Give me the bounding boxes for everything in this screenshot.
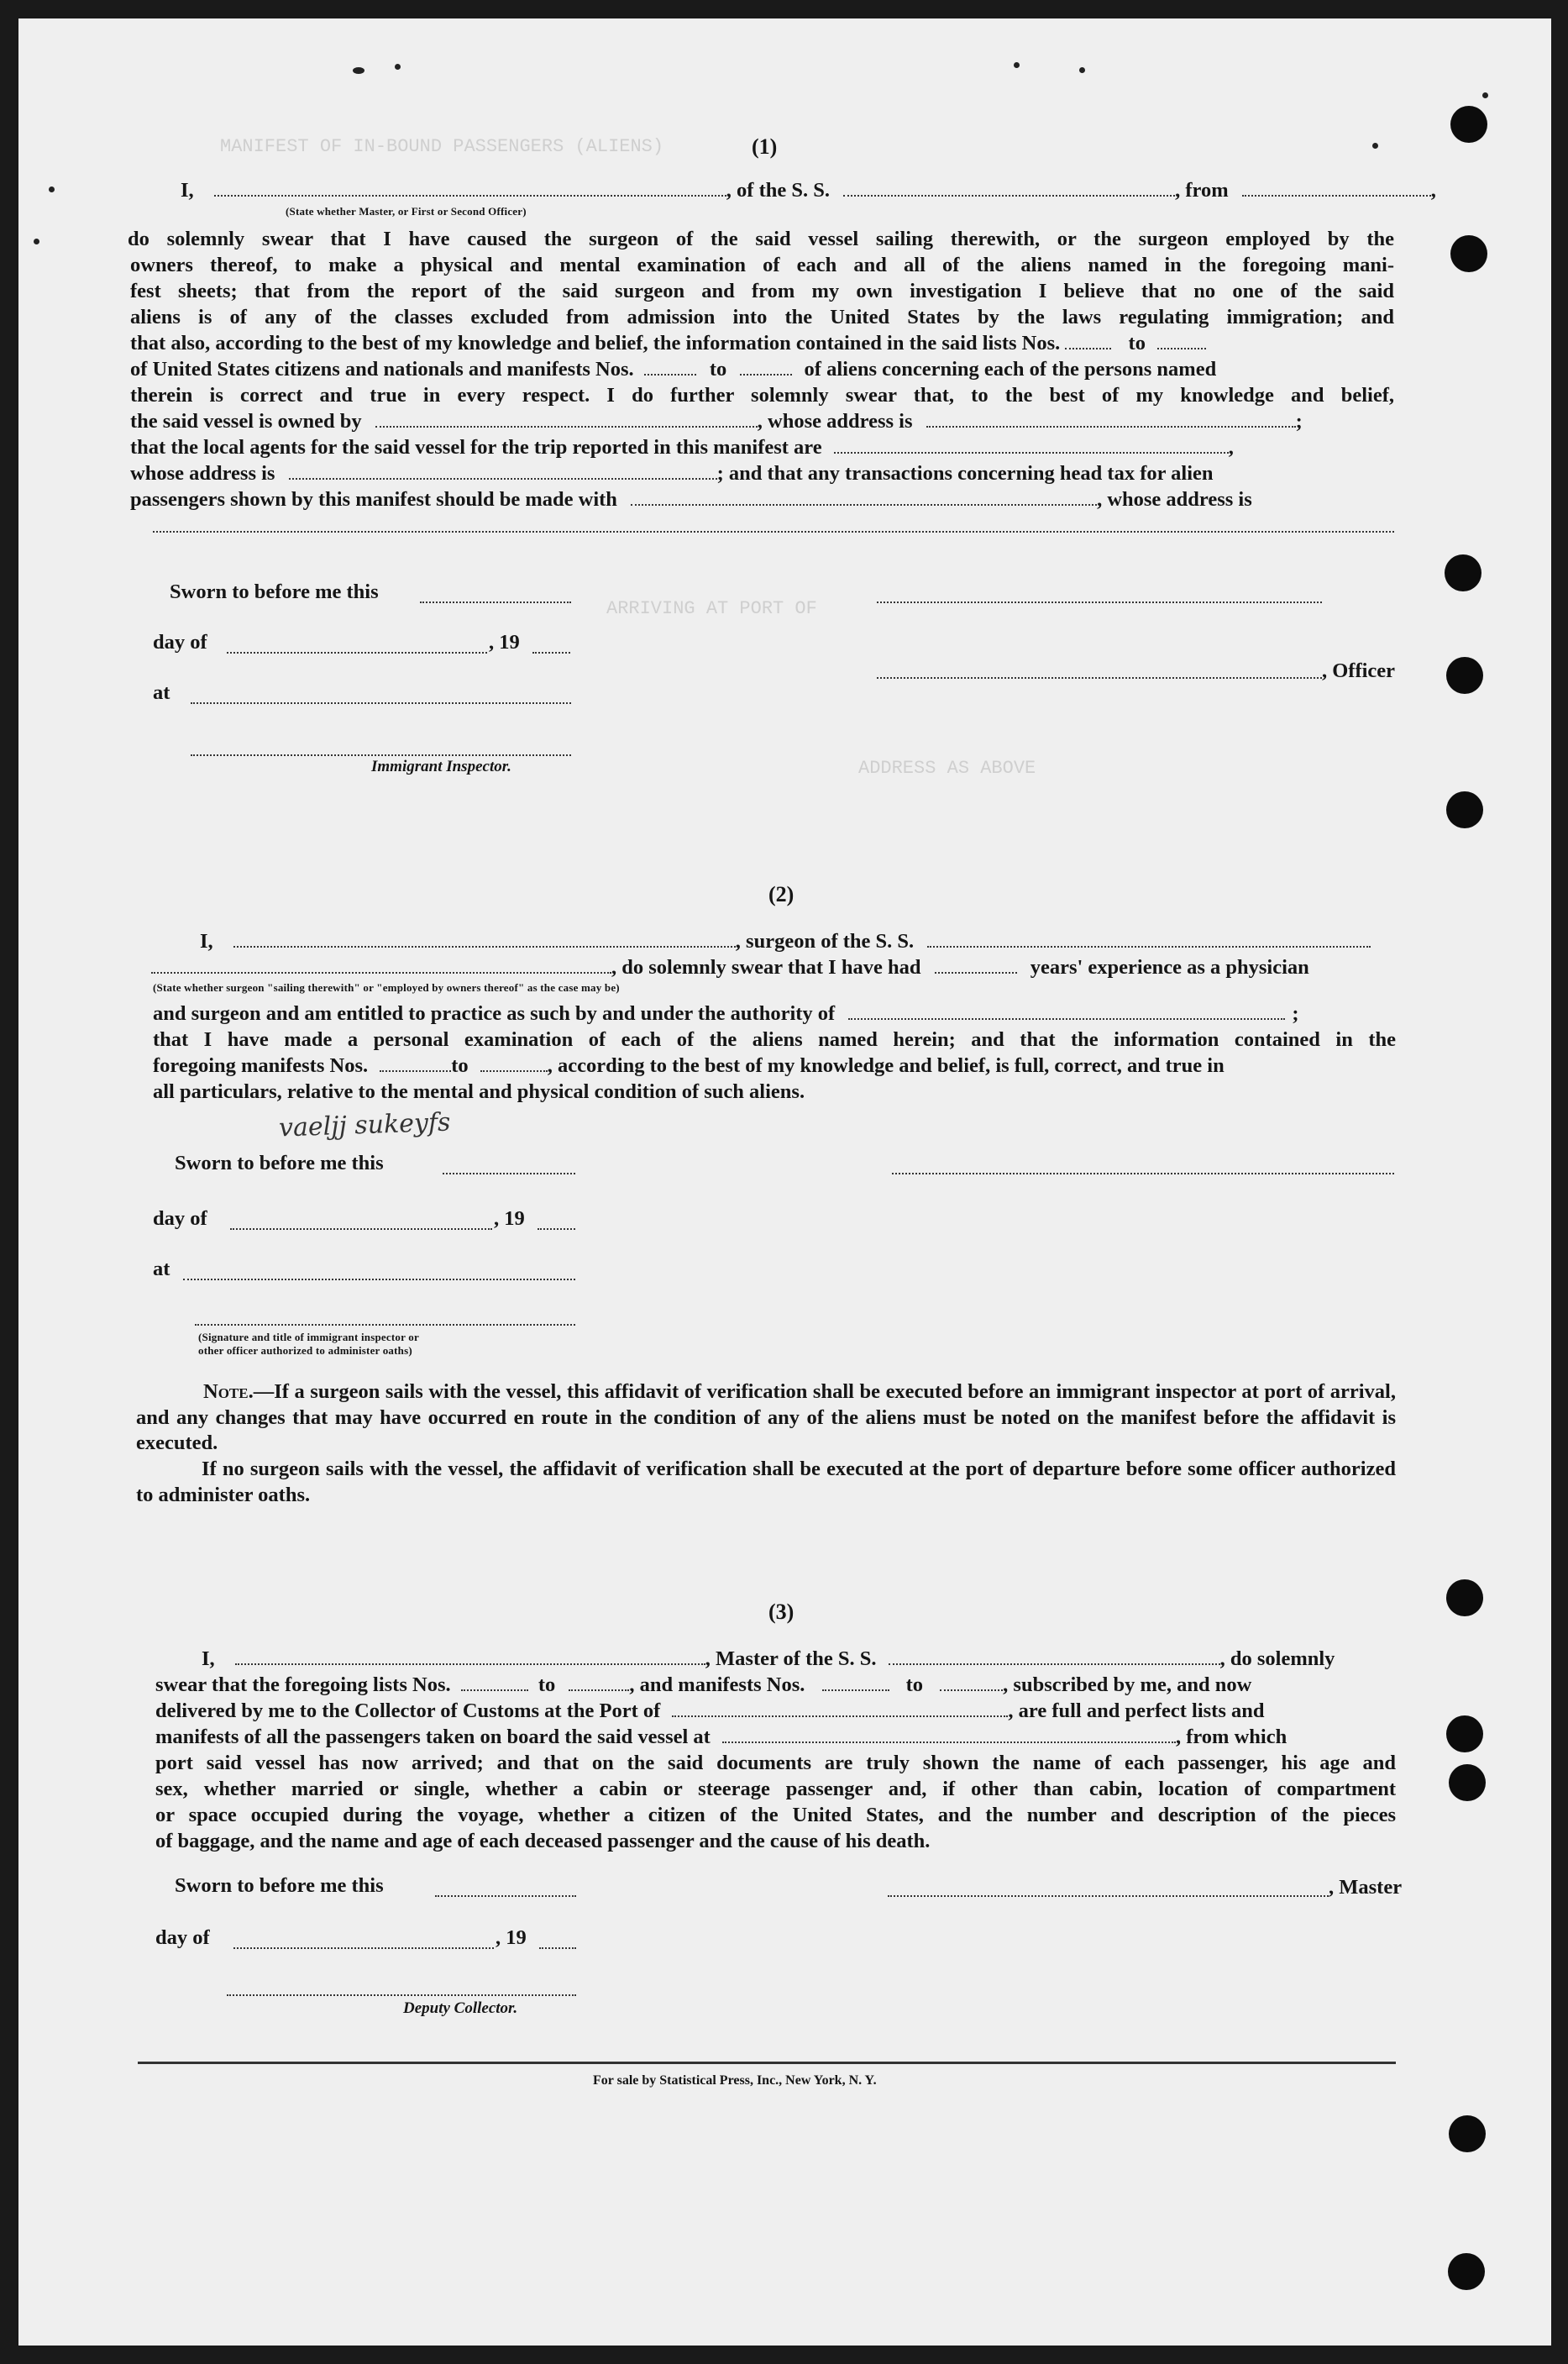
master-name-field[interactable] [235,1648,705,1665]
surgeon-name-field[interactable] [233,931,736,948]
s3-line-5: sex, whether married or single, whether a cabin or steerage passenger and, if other than cabin, location of compartment [155,1778,1396,1800]
boarding-port-field[interactable] [722,1726,1176,1743]
sig-caption-2: other officer authorized to administer oaths) [198,1344,412,1357]
handwritten-signature: vaeljj sukeyfs [278,1107,451,1143]
punch-hole-icon [1450,106,1487,143]
authority-label: and surgeon and am entitled to practice as such by and under the authority of [153,1002,836,1025]
years-experience-field[interactable] [935,957,1017,974]
sig-caption-1: (Signature and title of immigrant inspector or [198,1331,419,1343]
s3-manifests-from-field[interactable] [822,1674,889,1691]
footer-rule [138,2062,1396,2064]
local-agents-label: that the local agents for the said vessel for the trip reported in this manifest are [130,436,822,459]
agent-address-label: whose address is [130,462,275,485]
from-port-field[interactable] [1242,180,1431,197]
s1-line-4: aliens is of any of the classes excluded from admission into the United States by the laws regulating immigration; and [130,306,1394,328]
s1-line-6-text: of United States citizens and nationals and manifests Nos. [130,358,634,381]
agent-address-field[interactable] [289,463,717,480]
section-1-number: (1) [752,134,778,159]
s2-year-field[interactable] [538,1228,575,1230]
s2-month-field[interactable] [230,1228,492,1230]
to-label: to [451,1054,469,1077]
of-ss-label: , of the S. S. [726,179,830,202]
punch-hole-icon [1448,2253,1485,2290]
taken-on-board-label: manifests of all the passengers taken on board the said vessel at [155,1726,711,1748]
officer-signature-field[interactable] [877,677,1322,679]
s2-inspector-signature-field[interactable] [195,1324,575,1326]
owned-by-label: the said vessel is owned by [130,410,362,433]
from-label: , from [1175,179,1229,202]
punch-hole-icon [1445,554,1481,591]
s2-ship-name-field[interactable] [927,931,1371,948]
s1-sworn-day-field[interactable] [420,602,571,603]
lists-to-field[interactable] [1157,333,1206,349]
s3-manifests-to-field[interactable] [940,1674,1003,1691]
lists-from-field[interactable] [1065,333,1111,349]
s2-sworn-day-field[interactable] [443,1173,575,1174]
s1-line-7: therein is correct and true in every respect. I do further solemnly swear that, to the best of my knowledge and belief, [130,384,1394,407]
s1-line-8 [130,409,1303,434]
to-label: to [709,358,727,381]
s3-first-line [202,1647,1335,1672]
manifests-nos-label: foregoing manifests Nos. [153,1054,369,1077]
s1-sworn-label: Sworn to before me this [170,580,379,603]
speck-mark [395,64,401,70]
deputy-collector-caption: Deputy Collector. [403,1999,518,2017]
inspector-signature-field[interactable] [191,754,571,756]
surgeon-capacity-field[interactable] [151,957,611,974]
section-1-first-line: I, , of the S. S. , from , [181,179,1436,202]
s3-line-6: or space occupied during the voyage, whether a citizen of the United States, and the number and description of the pieces [155,1804,1396,1826]
immigrant-inspector-caption: Immigrant Inspector. [371,758,511,775]
s1-right-field-1[interactable] [877,602,1322,603]
s3-year-field[interactable] [539,1947,576,1949]
s1-line-2: owners thereof, to make a physical and mental examination of each and all of the aliens named in the foregoing mani- [130,254,1394,276]
bleed-through-texture: ADDRESS AS ABOVE [858,758,1036,779]
s2-second-line [151,955,1309,980]
lists-nos-label: swear that the foregoing lists Nos. [155,1673,451,1696]
s3-line-3 [155,1725,1287,1750]
s3-month-field[interactable] [233,1947,494,1949]
s2-manifests-to-field[interactable] [480,1055,548,1072]
local-agents-field[interactable] [834,437,1229,454]
s2-at-field[interactable] [183,1279,575,1280]
speck-mark [34,239,39,244]
s2-year-label: , 19 [494,1207,525,1230]
s3-day-of-label: day of [155,1926,210,1949]
speck-mark [1079,67,1085,73]
s1-line-6 [130,357,1216,382]
s1-line-3: fest sheets; that from the report of the said surgeon and from my own investigation I believe that no one of the said [130,280,1394,302]
s3-sworn-day-field[interactable] [435,1895,576,1897]
speck-mark [353,67,364,74]
owner-address-field[interactable] [926,411,1296,428]
authority-field[interactable] [848,1003,1285,1020]
years-label: years' experience as a physician [1030,956,1309,979]
belief-text: , according to the best of my knowledge and belief, is full, correct, and true in [547,1054,1225,1077]
semicolon: ; [1292,1002,1299,1025]
s1-year-label: , 19 [489,631,520,654]
state-whether-caption: (State whether Master, or First or Second Officer) [286,205,527,218]
officer-label: , Officer [1322,659,1396,682]
and-manifests-label: , and manifests Nos. [629,1673,805,1696]
subscribed-label: , subscribed by me, and now [1003,1673,1252,1696]
s2-day-of-label: day of [153,1207,207,1230]
speck-mark [1372,143,1378,149]
s1-at-label: at [153,681,170,704]
s3-line-7: of baggage, and the name and age of each deceased passenger and the cause of his death. [155,1830,931,1852]
s2-first-line [200,929,1371,954]
note-paragraph-1 [136,1379,1396,1457]
punch-hole-icon [1450,235,1487,272]
s3-sworn-label: Sworn to before me this [175,1874,384,1897]
s1-line-9 [130,435,1234,460]
port-field[interactable] [672,1700,1008,1717]
manifests-from-field[interactable] [644,359,696,376]
s1-line-11 [130,487,1252,512]
deputy-collector-signature-field[interactable] [227,1994,576,1996]
i-label: I, [200,930,213,953]
bleed-through-texture: ARRIVING AT PORT OF [606,598,817,619]
head-tax-address-field[interactable] [153,531,1394,533]
master-signature-field[interactable] [888,1895,1329,1897]
punch-hole-icon [1449,1764,1486,1801]
master-of-label: , Master of the S. S. [705,1647,877,1670]
punch-hole-icon [1446,791,1483,828]
full-perfect-label: , are full and perfect lists and [1008,1699,1265,1722]
from-which-label: , from which [1175,1726,1287,1748]
to-label: to [905,1673,924,1696]
punch-hole-icon [1446,1579,1483,1616]
owner-address-label: , whose address is [757,410,913,433]
s1-day-of-label: day of [153,631,207,654]
to-label: to [538,1673,556,1696]
master-label: , Master [1329,1876,1403,1899]
manifest-affidavit-page [18,18,1551,2346]
s3-line-4: port said vessel has now arrived; and that on the said documents are truly shown the name of each passenger, his age and [155,1752,1396,1774]
note-text-2: If no surgeon sails with the vessel, the affidavit of verification shall be executed at the port of departure before some officer authorized to administer oaths. [136,1458,1396,1506]
manifests-to-field[interactable] [740,359,792,376]
s1-line-5 [130,331,1206,356]
note-text-1: —If a surgeon sails with the vessel, this affidavit of verification shall be executed before an immigrant inspector at port of arrival, and any changes that may have occurred en route in the condition of any of the aliens must be noted on the manifest before the affidavit is executed. [136,1380,1396,1454]
head-tax-party-field[interactable] [631,489,1097,506]
surgeon-of-label: , surgeon of the S. S. [735,930,915,953]
i-label: I, [202,1647,215,1670]
comma: , [1228,436,1234,459]
punch-hole-icon [1449,2115,1486,2152]
semicolon: ; [1295,410,1303,433]
s2-sworn-label: Sworn to before me this [175,1152,384,1174]
s1-month-field[interactable] [227,652,487,654]
s2-line-2: that I have made a personal examination of each of the aliens named herein; and that the information contained in the [153,1028,1396,1051]
bleed-through-texture: MANIFEST OF IN-BOUND PASSENGERS (ALIENS) [220,136,664,157]
officer-name-field[interactable] [214,180,726,197]
s2-line-1 [153,1001,1299,1027]
punch-hole-icon [1446,1715,1483,1752]
s3-year-label: , 19 [496,1926,527,1949]
do-solemnly-label: , do solemnly [1219,1647,1335,1670]
surgeon-signature-field[interactable] [892,1173,1394,1174]
s1-line-10 [130,461,1214,486]
s2-line-3 [153,1053,1225,1079]
speck-mark [1482,92,1488,98]
collector-port-label: delivered by me to the Collector of Customs at the Port of [155,1699,661,1722]
ship-name-field[interactable] [843,180,1175,197]
note-paragraph-2 [136,1457,1396,1508]
s1-at-field[interactable] [191,702,571,704]
s2-at-label: at [153,1258,170,1280]
speck-mark [1014,62,1020,68]
surgeon-capacity-caption: (State whether surgeon "sailing therewith" or "employed by owners thereof" as the case may be) [153,981,620,994]
section-2-number: (2) [768,882,794,906]
head-tax-text: ; and that any transactions concerning head tax for alien [716,462,1214,485]
s3-lists-to-field[interactable] [569,1674,629,1691]
s2-line-4: all particulars, relative to the mental and physical condition of such aliens. [153,1080,805,1103]
printer-credit: For sale by Statistical Press, Inc., New York, N. Y. [593,2073,877,2088]
speck-mark [49,186,55,192]
s1-line-6-tail: of aliens concerning each of the persons named [804,358,1217,381]
s3-ship-name-field[interactable] [889,1648,1220,1665]
head-tax-address-label: , whose address is [1097,488,1252,511]
owner-field[interactable] [375,411,758,428]
note-label: Note. [203,1380,254,1403]
s3-lists-from-field[interactable] [461,1674,528,1691]
s2-manifests-from-field[interactable] [380,1055,451,1072]
to-label: to [1128,332,1146,355]
do-solemnly-label: , do solemnly swear that I have had [611,956,921,979]
s3-line-2 [155,1699,1265,1724]
head-tax-with-label: passengers shown by this manifest should be made with [130,488,617,511]
s1-line-5-text: that also, according to the best of my knowledge and belief, the information contained in the said lists Nos. [130,332,1061,355]
section-3-number: (3) [768,1600,794,1624]
i-label: I, [181,179,194,202]
s3-line-1 [155,1673,1251,1698]
punch-hole-icon [1446,657,1483,694]
s1-line-1: do solemnly swear that I have caused the surgeon of the said vessel sailing therewith, or the surgeon employed by the [128,228,1394,250]
s1-year-field[interactable] [532,652,570,654]
